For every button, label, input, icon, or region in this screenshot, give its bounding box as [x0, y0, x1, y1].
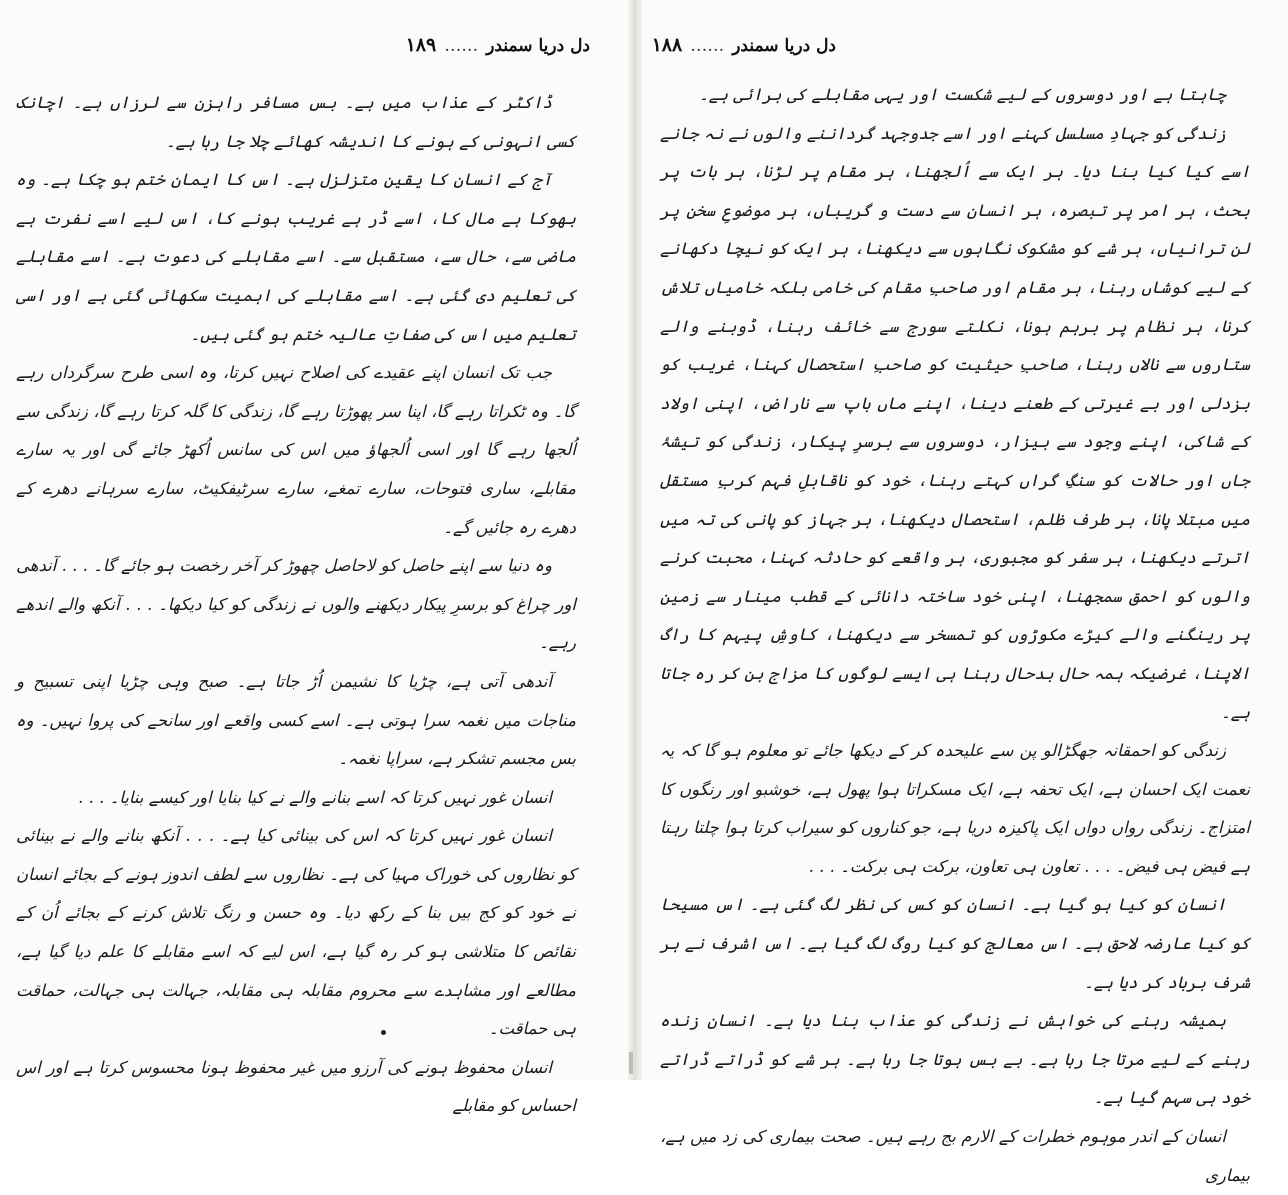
right-paragraph-5: ہمیشہ رہنے کی خواہش نے زندگی کو عذاب بنا دیا ہے۔ انسان زندہ رہنے کے لیے مرتا جا رہا ہے۔ بے بس ہوتا جا رہا ہے۔ ہر شے کو ڈراتے ڈراتے خود ہی سہم گیا ہے۔: [660, 1011, 1250, 1108]
left-body-text: [16, 84, 576, 1126]
left-paragraph-4: وہ دنیا سے اپنے حاصل کو لاحاصل چھوڑ کر آخر رخصت ہو جائے گا۔ . . . آندھی اور چراغ کو برسرِ پیکار دیکھنے والوں نے زندگی کو کیا دیکھا۔ . . . آنکھ والے اندھے رہے۔: [16, 556, 576, 653]
left-page: [0, 0, 628, 1116]
right-header-dots: ……: [690, 36, 725, 56]
right-paragraph-3: زندگی کو احمقانہ جھگڑالو پن سے علیحدہ کر کے دیکھا جائے تو معلوم ہو گا کہ یہ نعمت ایک احسان ہے، ایک تحفہ ہے، ایک مسکراتا ہوا پھول ہے، خوشبو اور رنگوں کا امتزاج۔ زندگی رواں دواں ایک پاکیزہ دریا ہے، جو کناروں کو سیراب کرتا ہوا چلتا رہتا ہے فیض ہی فیض۔ . . . تعاون ہی تعاون، برکت ہی برکت۔ . . .: [660, 741, 1250, 876]
right-paragraph-2: زندگی کو جہادِ مسلسل کہنے اور اسے جدوجہد گرداننے والوں نے نہ جانے اسے کیا کیا بنا دیا۔ ہر ایک سے اُلجھنا، ہر مقام پر لڑنا، ہر بات پر بحث، ہر امر پر تبصرہ، ہر انسان سے دست و گریباں، ہر موضوعِ سخن پر لن ترانیاں، ہر شے کو مشکوک نگاہوں سے دیکھنا، ہر ایک کو نیچا دکھانے کے لیے کوشاں رہنا، ہر مقام اور صاحبِ مقام کی خامی بلکہ خامیاں تلاش کرنا، ہر نظام پر برہم ہونا، نکلتے سورج سے خائف رہنا، ڈوبنے والے ستاروں سے نالاں رہنا، صاحبِ حیثیت کو صاحبِ استحصال کہنا، غریب کو بزدلی اور بے غیرتی کے طعنے دینا، اپنے ماں باپ سے ناراض، اپنی اولاد کے شاکی، اپنے وجود سے بیزار، دوسروں سے برسرِ پیکار، زندگی کو تیشۂ جاں اور حالات کو سنگِ گراں کہتے رہنا، خود کو ناقابلِ فہم کربِ مستقل میں مبتلا پانا، ہر طرف ظلم، استحصال دیکھنا، ہر جہاز کو پانی کی تہ میں اترتے دیکھنا، ہر سفر کو مجبوری، ہر واقعے کو حادثہ کہنا، محبت کرنے والوں کو احمق سمجھنا، اپنی خود ساختہ دانائی کے قطب مینار سے زمین پر رینگنے والے کیڑے مکوڑوں کو تمسخر سے دیکھنا، کاوشِ پیہم کا راگ الاپنا، غرضیکہ ہمہ حال بدحال رہنا ہی ایسے لوگوں کا مزاج بن کر رہ جاتا ہے۔: [660, 123, 1250, 722]
left-paragraph-6: انسان غور نہیں کرتا کہ اسے بنانے والے نے کیا بنایا اور کیسے بنایا۔ . . .: [78, 787, 552, 807]
left-running-head: [406, 34, 590, 56]
left-paragraph-7: انسان غور نہیں کرتا کہ اس کی بینائی کیا ہے۔ . . . آنکھ بنانے والے نے بینائی کو نظاروں کی خوراک مہیا کی ہے۔ نظاروں سے لطف اندوز ہونے کے بجائے انسان نے خود کو کج بیں بنا کے رکھ دیا۔ وہ حسن و رنگ تلاش کرنے کے بجائے اُن کے نقائص کا متلاشی ہو کر رہ گیا ہے، اس لیے کہ اسے مقابلے کا علم دیا گیا ہے، مطالعے اور مشاہدے سے محروم مقابلہ ہی مقابلہ، جہالت ہی جہالت، حماقت ہی حماقت۔: [16, 826, 576, 1039]
right-page: [642, 0, 1288, 1185]
right-running-head: [652, 34, 836, 56]
left-header-dots: ……: [444, 36, 479, 56]
spine-mark: [629, 1052, 633, 1074]
left-paragraph-8: انسان محفوظ ہونے کی آرزو میں غیر محفوظ ہونا محسوس کرتا ہے اور اس احساس کو مقابلے: [16, 1057, 576, 1116]
left-book-title: دل دریا سمندر: [486, 36, 590, 56]
left-paragraph-1: ڈاکٹر کے عذاب میں ہے۔ بس مسافر راہزن سے لرزاں ہے۔ اچانک کسی انہونی کے ہونے کا اندیشہ کھائے چلا جا رہا ہے۔: [16, 93, 576, 151]
left-paragraph-2: آج کے انسان کا یقین متزلزل ہے۔ اس کا ایمان ختم ہو چکا ہے۔ وہ بھوکا ہے مال کا، اسے ڈر ہے غریب ہونے کا، اس لیے اسے نفرت ہے ماضی سے، حال سے، مستقبل سے۔ اسے مقابلے کی دعوت ہے۔ اسے مقابلے کی تعلیم دی گئی ہے۔ اسے مقابلے کی اہمیت سکھائی گئی ہے اور اسی تعلیم میں اس کی صفاتِ عالیہ ختم ہو گئی ہیں۔: [16, 170, 576, 344]
book-gutter: [628, 0, 642, 1080]
right-paragraph-6: انسان کے اندر موہوم خطرات کے الارم بج رہے ہیں۔ صحت بیماری کی زد میں ہے، بیماری: [660, 1127, 1250, 1185]
page-end-dot: [381, 1030, 386, 1035]
right-paragraph-4: انسان کو کیا ہو گیا ہے۔ انسان کو کس کی نظر لگ گئی ہے۔ اس مسیحا کو کیا عارضہ لاحق ہے۔ اس معالج کو کیا روگ لگ گیا ہے۔ اس اشرف نے ہر شرف برباد کر دیا ہے۔: [660, 895, 1250, 992]
right-body-text: [660, 76, 1250, 1195]
right-page-number: ۱۸۸: [651, 34, 683, 56]
right-book-title: دل دریا سمندر: [732, 36, 836, 56]
left-page-number: ۱۸۹: [405, 34, 437, 56]
right-paragraph-1: چاہتا ہے اور دوسروں کے لیے شکست اور یہی مقابلے کی برائی ہے۔: [698, 85, 1226, 104]
left-paragraph-5: آندھی آتی ہے، چڑیا کا نشیمن اُڑ جاتا ہے۔ صبح وہی چڑیا اپنی تسبیح و مناجات میں نغمہ سرا ہوتی ہے۔ اسے کسی واقعے اور سانحے کی پروا نہیں۔ وہ بس مجسم تشکر ہے، سراپا نغمہ۔: [16, 671, 576, 769]
left-paragraph-3: جب تک انسان اپنے عقیدے کی اصلاح نہیں کرتا، وہ اسی طرح سرگرداں رہے گا۔ وہ ٹکراتا رہے گا، اپنا سر پھوڑتا رہے گا، زندگی کا گلہ کرتا رہے گا، زندگی سے اُلجھا رہے گا اور اسی اُلجھاؤ میں اس کی سانس اُکھڑ جائے گی اور یہ سارے مقابلے، ساری فتوحات، سارے تمغے، سارے سرٹیفکیٹ، سارے سرہانے دھرے کے دھرے رہ جائیں گے۔: [16, 363, 576, 537]
